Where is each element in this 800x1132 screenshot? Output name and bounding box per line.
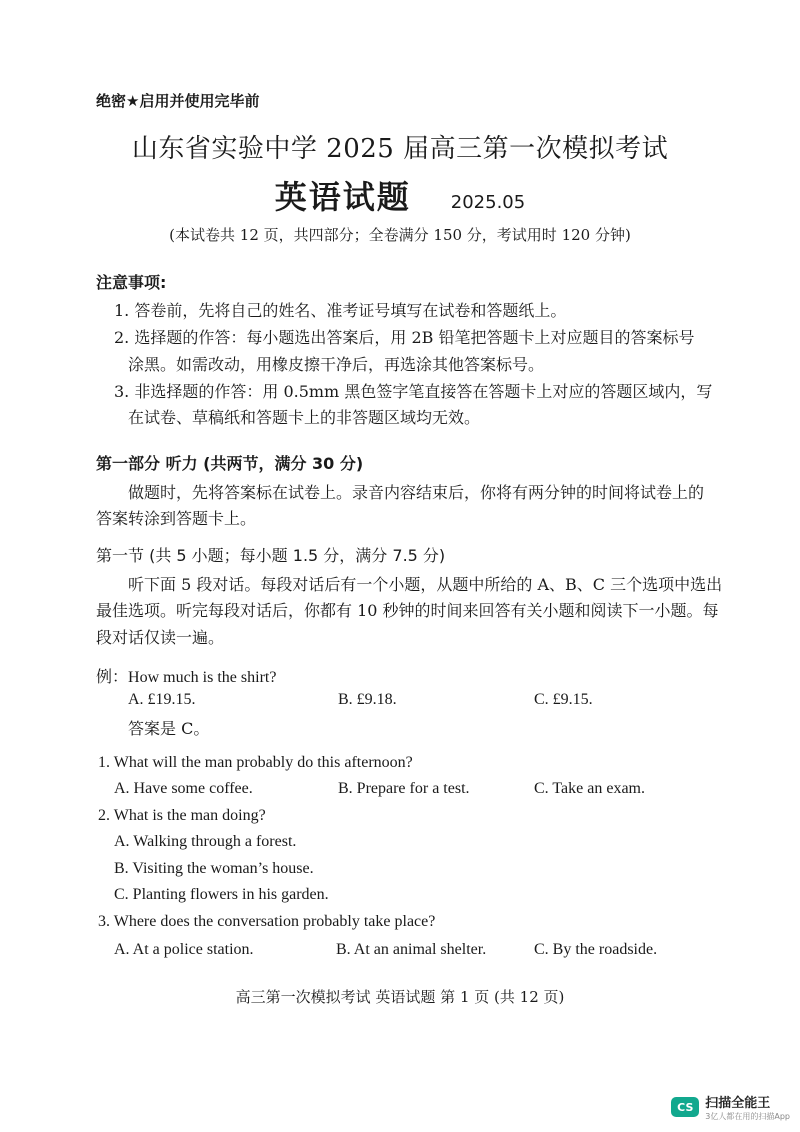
- question-2-option-a: A. Walking through a forest.: [114, 833, 297, 850]
- camscanner-logo-icon: CS: [671, 1097, 699, 1117]
- watermark-tagline: 3亿人都在用的扫描App: [705, 1112, 790, 1121]
- example-question-text: How much is the shirt?: [128, 669, 277, 686]
- question-1-option-b: B. Prepare for a test.: [338, 780, 470, 797]
- example-label: 例：: [96, 667, 129, 686]
- exam-date: 2025.05: [450, 192, 526, 213]
- section1-instruction-1: 听下面 5 段对话。每段对话后有一个小题，从题中所给的 A、B、C 三个选项中选出: [128, 575, 723, 594]
- question-2: 2. What is the man doing?: [98, 807, 266, 824]
- notice-title: 注意事项:: [96, 273, 167, 292]
- notice-item-2-cont: 涂黑。如需改动，用橡皮擦干净后，再选涂其他答案标号。: [128, 355, 545, 374]
- subject-title: 英语试题: [274, 178, 411, 216]
- watermark-app-name: 扫描全能王: [705, 1096, 771, 1111]
- example-option-b: B. £9.18.: [338, 691, 397, 708]
- question-3-option-b: B. At an animal shelter.: [336, 941, 487, 958]
- section1-title: 第一节 (共 5 小题；每小题 1.5 分，满分 7.5 分): [96, 546, 446, 565]
- watermark-text: [705, 1092, 790, 1122]
- example-option-c: C. £9.15.: [534, 691, 593, 708]
- notice-item-2: 2. 选择题的作答：每小题选出答案后，用 2B 铅笔把答题卡上对应题目的答案标号: [114, 328, 695, 347]
- example-answer: 答案是 C。: [128, 719, 210, 738]
- question-3: 3. Where does the conversation probably take place?: [98, 913, 436, 930]
- part1-instruction-1: 做题时，先将答案标在试卷上。录音内容结束后，你将有两分钟的时间将试卷上的: [128, 483, 705, 502]
- question-2-option-b: B. Visiting the woman’s house.: [114, 860, 314, 877]
- question-3-option-a: A. At a police station.: [114, 941, 254, 958]
- question-1: 1. What will the man probably do this afternoon?: [98, 754, 413, 771]
- question-1-option-a: A. Have some coffee.: [114, 780, 253, 797]
- subject-line: [0, 172, 800, 218]
- part1-instruction-2: 答案转涂到答题卡上。: [96, 509, 257, 528]
- question-1-option-c: C. Take an exam.: [534, 780, 645, 797]
- example-question: [96, 664, 276, 687]
- question-3-option-c: C. By the roadside.: [534, 941, 658, 958]
- page-footer: 高三第一次模拟考试 英语试题 第 1 页 (共 12 页): [235, 988, 565, 1006]
- confidential-notice: 绝密★启用并使用完毕前: [96, 92, 260, 110]
- section1-instruction-3: 段对话仅读一遍。: [96, 628, 225, 647]
- part1-title: 第一部分 听力 (共两节，满分 30 分): [96, 454, 364, 473]
- exam-title: 山东省实验中学 2025 届高三第一次模拟考试: [131, 134, 669, 164]
- paper-info: (本试卷共 12 页，共四部分；全卷满分 150 分，考试用时 120 分钟): [169, 226, 631, 244]
- example-option-a: A. £19.15.: [128, 691, 196, 708]
- question-2-option-c: C. Planting flowers in his garden.: [114, 886, 329, 903]
- notice-item-3: 3. 非选择题的作答：用 0.5mm 黑色签字笔直接答在答题卡上对应的答题区域内，写: [114, 382, 713, 401]
- section1-instruction-2: 最佳选项。听完每段对话后，你都有 10 秒钟的时间来回答有关小题和阅读下一小题。每: [96, 601, 719, 620]
- notice-item-1: 1. 答卷前，先将自己的姓名、准考证号填写在试卷和答题纸上。: [114, 301, 567, 320]
- notice-item-3-cont: 在试卷、草稿纸和答题卡上的非答题区域均无效。: [128, 408, 481, 427]
- scanner-watermark: [671, 1092, 790, 1122]
